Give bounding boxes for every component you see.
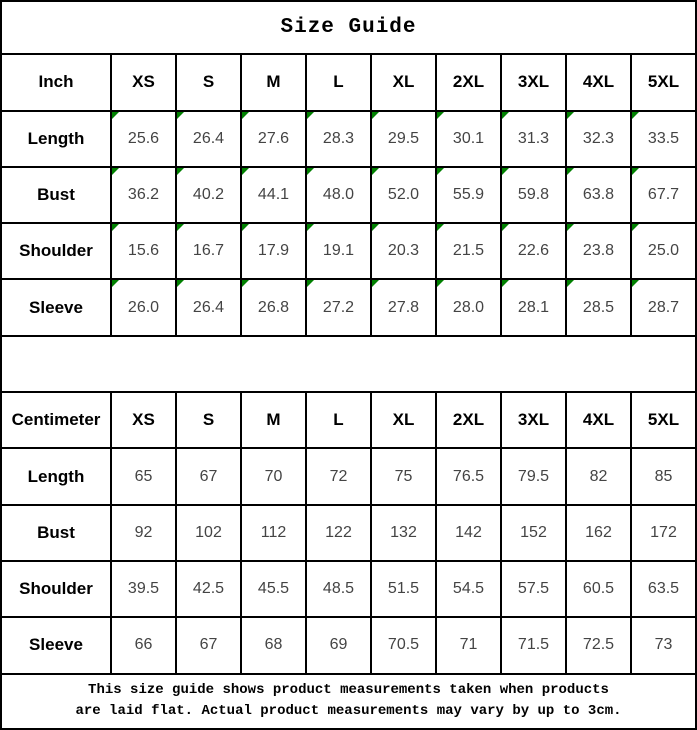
size-value: 142 <box>455 523 482 541</box>
size-value: 51.5 <box>387 580 420 598</box>
size-value: 44.1 <box>257 186 290 204</box>
flag-triangle-icon <box>502 280 509 287</box>
size-value: 25.0 <box>647 242 680 260</box>
size-column-header: L <box>306 392 371 448</box>
flag-triangle-icon <box>632 224 639 231</box>
size-value: 63.8 <box>582 186 615 204</box>
measurement-row <box>1 617 696 673</box>
size-value-cell <box>566 617 631 673</box>
measurement-label: Bust <box>1 167 111 223</box>
flag-triangle-icon <box>437 224 444 231</box>
size-column-header: XS <box>111 392 176 448</box>
size-column-header: 4XL <box>566 54 631 110</box>
size-value-cell <box>111 111 176 167</box>
size-value: 69 <box>329 636 348 654</box>
size-value: 28.5 <box>582 298 615 316</box>
flag-triangle-icon <box>242 112 249 119</box>
size-value: 55.9 <box>452 186 485 204</box>
size-value: 42.5 <box>192 580 225 598</box>
flag-triangle-icon <box>632 112 639 119</box>
size-column-header: M <box>241 54 306 110</box>
size-column-header: 2XL <box>436 392 501 448</box>
size-column-header: L <box>306 54 371 110</box>
flag-triangle-icon <box>307 280 314 287</box>
size-value: 23.8 <box>582 242 615 260</box>
size-value-cell <box>176 505 241 561</box>
size-value-cell <box>631 617 696 673</box>
size-value: 57.5 <box>517 580 550 598</box>
size-value: 48.5 <box>322 580 355 598</box>
size-value-cell <box>566 111 631 167</box>
flag-triangle-icon <box>307 168 314 175</box>
flag-triangle-icon <box>567 280 574 287</box>
flag-triangle-icon <box>177 112 184 119</box>
flag-triangle-icon <box>372 112 379 119</box>
size-value-cell <box>631 448 696 504</box>
flag-triangle-icon <box>307 112 314 119</box>
size-value-cell <box>241 561 306 617</box>
size-value: 28.0 <box>452 298 485 316</box>
flag-triangle-icon <box>242 224 249 231</box>
size-value: 32.3 <box>582 129 615 147</box>
measurement-label: Length <box>1 111 111 167</box>
size-value: 112 <box>260 523 287 541</box>
flag-triangle-icon <box>502 224 509 231</box>
size-column-header: 2XL <box>436 54 501 110</box>
size-value: 30.1 <box>452 129 485 147</box>
size-value: 152 <box>520 523 547 541</box>
size-value-cell <box>306 111 371 167</box>
size-value: 76.5 <box>452 467 485 485</box>
measurement-row <box>1 279 696 335</box>
size-value-cell <box>111 223 176 279</box>
size-value: 33.5 <box>647 129 680 147</box>
size-value: 27.6 <box>257 129 290 147</box>
size-value-cell <box>371 279 436 335</box>
flag-triangle-icon <box>567 168 574 175</box>
size-value-cell <box>176 167 241 223</box>
size-value: 25.6 <box>127 129 160 147</box>
size-column-header: S <box>176 54 241 110</box>
size-column-header: 3XL <box>501 392 566 448</box>
size-value: 70 <box>264 467 283 485</box>
size-column-header: XS <box>111 54 176 110</box>
size-value-cell <box>241 167 306 223</box>
title-row <box>1 1 696 54</box>
size-value: 48.0 <box>322 186 355 204</box>
size-value: 26.4 <box>192 298 225 316</box>
size-value: 27.8 <box>387 298 420 316</box>
flag-triangle-icon <box>177 224 184 231</box>
size-value-cell <box>306 561 371 617</box>
size-value: 122 <box>325 523 352 541</box>
size-value-cell <box>176 617 241 673</box>
flag-triangle-icon <box>307 224 314 231</box>
size-column-header: 5XL <box>631 54 696 110</box>
size-value-cell <box>631 279 696 335</box>
size-value: 75 <box>394 467 413 485</box>
size-value-cell <box>371 111 436 167</box>
size-value-cell <box>371 617 436 673</box>
size-value: 27.2 <box>322 298 355 316</box>
note-line-1: This size guide shows product measurements taken when products <box>88 682 609 699</box>
flag-triangle-icon <box>437 112 444 119</box>
flag-triangle-icon <box>567 112 574 119</box>
size-column-header: 3XL <box>501 54 566 110</box>
flag-triangle-icon <box>437 168 444 175</box>
measurement-row <box>1 505 696 561</box>
flag-triangle-icon <box>567 224 574 231</box>
size-value: 36.2 <box>127 186 160 204</box>
flag-triangle-icon <box>112 112 119 119</box>
size-value: 71 <box>459 636 478 654</box>
flag-triangle-icon <box>177 280 184 287</box>
size-value: 67 <box>199 636 218 654</box>
size-value: 85 <box>654 467 673 485</box>
size-value-cell <box>241 505 306 561</box>
flag-triangle-icon <box>242 168 249 175</box>
size-value: 67.7 <box>647 186 680 204</box>
size-value-cell <box>241 223 306 279</box>
size-column-header: XL <box>371 54 436 110</box>
size-value-cell <box>111 505 176 561</box>
flag-triangle-icon <box>242 280 249 287</box>
note-row <box>1 674 696 729</box>
unit-label: Inch <box>1 54 111 110</box>
size-value: 15.6 <box>127 242 160 260</box>
size-value-cell <box>111 167 176 223</box>
size-value-cell <box>371 505 436 561</box>
size-value-cell <box>241 111 306 167</box>
size-value-cell <box>501 561 566 617</box>
size-value-cell <box>631 111 696 167</box>
size-value-cell <box>501 505 566 561</box>
size-value-cell <box>436 279 501 335</box>
size-value-cell <box>566 448 631 504</box>
flag-triangle-icon <box>372 280 379 287</box>
size-value-cell <box>371 167 436 223</box>
size-value: 66 <box>134 636 153 654</box>
size-value: 70.5 <box>387 636 420 654</box>
flag-triangle-icon <box>112 224 119 231</box>
size-value: 22.6 <box>517 242 550 260</box>
flag-triangle-icon <box>372 168 379 175</box>
measurement-row <box>1 561 696 617</box>
size-value-cell <box>241 617 306 673</box>
size-value: 72 <box>329 467 348 485</box>
size-value-cell <box>176 448 241 504</box>
flag-triangle-icon <box>177 168 184 175</box>
size-value-cell <box>111 279 176 335</box>
size-value-cell <box>566 167 631 223</box>
size-value-cell <box>436 167 501 223</box>
size-value-cell <box>566 505 631 561</box>
size-value: 21.5 <box>452 242 485 260</box>
size-value-cell <box>241 448 306 504</box>
size-value: 26.0 <box>127 298 160 316</box>
size-value: 162 <box>585 523 612 541</box>
size-column-header: S <box>176 392 241 448</box>
spacer-cell <box>1 336 696 392</box>
size-value: 26.4 <box>192 129 225 147</box>
size-value: 63.5 <box>647 580 680 598</box>
size-value-cell <box>436 111 501 167</box>
size-value-cell <box>501 167 566 223</box>
size-value: 59.8 <box>517 186 550 204</box>
size-value: 82 <box>589 467 608 485</box>
flag-triangle-icon <box>112 168 119 175</box>
unit-label: Centimeter <box>1 392 111 448</box>
size-value: 72.5 <box>582 636 615 654</box>
size-value: 71.5 <box>517 636 550 654</box>
size-value-cell <box>501 111 566 167</box>
size-value: 28.1 <box>517 298 550 316</box>
size-value: 26.8 <box>257 298 290 316</box>
size-value: 92 <box>134 523 153 541</box>
size-value: 20.3 <box>387 242 420 260</box>
note-cell <box>1 674 696 729</box>
size-value-cell <box>111 448 176 504</box>
size-value: 16.7 <box>192 242 225 260</box>
size-value-cell <box>501 617 566 673</box>
measurement-row <box>1 111 696 167</box>
size-value-cell <box>631 167 696 223</box>
spacer-row <box>1 336 696 392</box>
size-value: 28.7 <box>647 298 680 316</box>
size-header-row <box>1 54 696 110</box>
size-value-cell <box>241 279 306 335</box>
size-value: 29.5 <box>387 129 420 147</box>
flag-triangle-icon <box>632 168 639 175</box>
measurement-label: Shoulder <box>1 561 111 617</box>
size-value-cell <box>176 561 241 617</box>
size-value: 102 <box>195 523 222 541</box>
size-value-cell <box>501 279 566 335</box>
size-value: 19.1 <box>322 242 355 260</box>
size-value-cell <box>306 448 371 504</box>
measurement-row <box>1 448 696 504</box>
size-column-header: 5XL <box>631 392 696 448</box>
size-value-cell <box>371 448 436 504</box>
size-column-header: 4XL <box>566 392 631 448</box>
size-value-cell <box>436 561 501 617</box>
size-value: 60.5 <box>582 580 615 598</box>
size-value-cell <box>501 448 566 504</box>
flag-triangle-icon <box>632 280 639 287</box>
measurement-label: Length <box>1 448 111 504</box>
size-value: 73 <box>654 636 673 654</box>
flag-triangle-icon <box>502 112 509 119</box>
size-value-cell <box>306 167 371 223</box>
flag-triangle-icon <box>502 168 509 175</box>
flag-triangle-icon <box>372 224 379 231</box>
size-value-cell <box>436 448 501 504</box>
size-value: 17.9 <box>257 242 290 260</box>
size-value: 28.3 <box>322 129 355 147</box>
size-value: 79.5 <box>517 467 550 485</box>
size-value: 39.5 <box>127 580 160 598</box>
size-column-header: M <box>241 392 306 448</box>
size-value: 40.2 <box>192 186 225 204</box>
measurement-label: Bust <box>1 505 111 561</box>
size-value: 65 <box>134 467 153 485</box>
measurement-row <box>1 223 696 279</box>
measurement-label: Shoulder <box>1 223 111 279</box>
size-value-cell <box>176 279 241 335</box>
size-value-cell <box>306 223 371 279</box>
size-value-cell <box>176 223 241 279</box>
flag-triangle-icon <box>437 280 444 287</box>
size-value-cell <box>111 617 176 673</box>
measurement-label: Sleeve <box>1 617 111 673</box>
size-header-row <box>1 392 696 448</box>
note-line-2: are laid flat. Actual product measurements may vary by up to 3cm. <box>75 703 622 720</box>
size-value-cell <box>306 617 371 673</box>
size-value-cell <box>501 223 566 279</box>
size-value-cell <box>631 223 696 279</box>
size-value-cell <box>306 279 371 335</box>
size-value-cell <box>566 279 631 335</box>
size-value: 172 <box>650 523 677 541</box>
size-value-cell <box>436 505 501 561</box>
size-value-cell <box>631 561 696 617</box>
size-value-cell <box>436 617 501 673</box>
measurement-label: Sleeve <box>1 279 111 335</box>
size-value: 52.0 <box>387 186 420 204</box>
size-value-cell <box>371 223 436 279</box>
size-value-cell <box>631 505 696 561</box>
flag-triangle-icon <box>112 280 119 287</box>
size-value-cell <box>306 505 371 561</box>
size-value: 45.5 <box>257 580 290 598</box>
size-value-cell <box>436 223 501 279</box>
size-value: 31.3 <box>517 129 550 147</box>
size-value-cell <box>566 561 631 617</box>
size-value: 54.5 <box>452 580 485 598</box>
size-value-cell <box>566 223 631 279</box>
page-title: Size Guide <box>1 1 696 54</box>
size-value: 68 <box>264 636 283 654</box>
size-value: 132 <box>390 523 417 541</box>
size-value-cell <box>176 111 241 167</box>
size-value-cell <box>111 561 176 617</box>
size-value: 67 <box>199 467 218 485</box>
measurement-row <box>1 167 696 223</box>
size-column-header: XL <box>371 392 436 448</box>
size-value-cell <box>371 561 436 617</box>
